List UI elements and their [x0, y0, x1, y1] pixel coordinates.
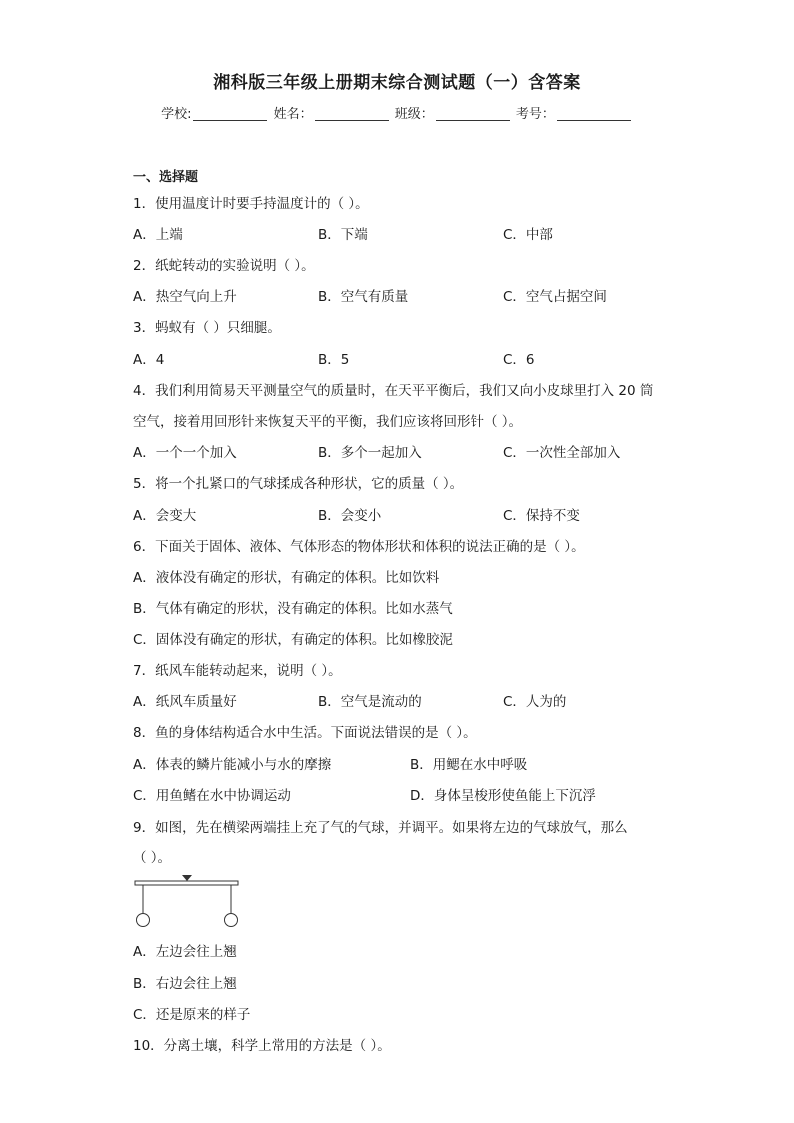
question-4-option-a[interactable]: A．一个一个加入: [133, 445, 237, 461]
question-8-option-a[interactable]: A．体表的鳞片能减小与水的摩擦: [133, 757, 332, 773]
question-2-option-a[interactable]: A．热空气向上升: [133, 289, 237, 305]
right-balloon: [225, 914, 238, 927]
question-10-stem: 10．分离土壤，科学上常用的方法是（ ）。: [133, 1038, 391, 1054]
question-8-option-d[interactable]: D．身体呈梭形使鱼能上下沉浮: [410, 788, 596, 804]
exam-number-label: 考号：: [515, 107, 555, 122]
question-9-stem: 9．如图，先在横梁两端挂上充了气的气球，并调平。如果将左边的气球放气，那么: [133, 820, 628, 836]
exam-number-blank[interactable]: [557, 106, 631, 121]
name-label: 姓名：: [273, 107, 313, 122]
question-6-option-b[interactable]: B．气体有确定的形状，没有确定的体积。比如水蒸气: [133, 601, 453, 617]
question-8-stem: 8．鱼的身体结构适合水中生活。下面说法错误的是（ ）。: [133, 725, 477, 741]
question-2-option-c[interactable]: C．空气占据空间: [503, 289, 607, 305]
question-7-option-a[interactable]: A．纸风车质量好: [133, 694, 237, 710]
name-blank[interactable]: [315, 106, 389, 121]
question-6-stem: 6．下面关于固体、液体、气体形态的物体形状和体积的说法正确的是（ ）。: [133, 539, 585, 555]
section-title: 一、选择题: [133, 170, 199, 185]
question-7-option-b[interactable]: B．空气是流动的: [318, 694, 422, 710]
question-4-option-b[interactable]: B．多个一起加入: [318, 445, 422, 461]
question-1-option-b[interactable]: B．下端: [318, 227, 368, 243]
question-3-option-a[interactable]: A．4: [133, 352, 165, 368]
class-blank[interactable]: [436, 106, 510, 121]
question-4-stem: 4．我们利用简易天平测量空气的质量时，在天平平衡后，我们又向小皮球里打入 20 筒: [133, 383, 654, 399]
balance-beam-figure: [133, 873, 243, 931]
question-8-option-c[interactable]: C．用鱼鳍在水中协调运动: [133, 788, 291, 804]
question-8-option-b[interactable]: B．用鳃在水中呼吸: [410, 757, 528, 773]
school-label: 学校:: [161, 107, 192, 122]
left-balloon: [137, 914, 150, 927]
student-info-line: [0, 103, 794, 122]
beam: [135, 881, 238, 885]
question-2-stem: 2．纸蛇转动的实验说明（ ）。: [133, 258, 315, 274]
question-5-option-c[interactable]: C．保持不变: [503, 508, 580, 524]
question-9-stem-continued: （ ）。: [133, 850, 172, 866]
question-9-option-c[interactable]: C．还是原来的样子: [133, 1007, 251, 1023]
question-5-option-a[interactable]: A．会变大: [133, 508, 197, 524]
question-1-option-a[interactable]: A．上端: [133, 227, 183, 243]
question-4-stem-continued: 空气，接着用回形针来恢复天平的平衡，我们应该将回形针（ ）。: [133, 414, 523, 430]
question-1-option-c[interactable]: C．中部: [503, 227, 553, 243]
question-5-option-b[interactable]: B．会变小: [318, 508, 382, 524]
pivot-marker: [182, 875, 192, 881]
question-9-option-a[interactable]: A．左边会往上翘: [133, 944, 237, 960]
question-5-stem: 5．将一个扎紧口的气球揉成各种形状，它的质量（ ）。: [133, 476, 464, 492]
page-title: 湘科版三年级上册期末综合测试题（一）含答案: [213, 73, 581, 93]
question-3-option-c[interactable]: C．6: [503, 352, 535, 368]
class-label: 班级：: [394, 107, 434, 122]
question-9-option-b[interactable]: B．右边会往上翘: [133, 976, 237, 992]
question-2-option-b[interactable]: B．空气有质量: [318, 289, 409, 305]
question-3-option-b[interactable]: B．5: [318, 352, 350, 368]
school-blank[interactable]: [193, 106, 267, 121]
question-1-stem: 1．使用温度计时要手持温度计的（ ）。: [133, 196, 369, 212]
question-3-stem: 3．蚂蚁有（ ）只细腿。: [133, 320, 281, 336]
question-4-option-c[interactable]: C．一次性全部加入: [503, 445, 621, 461]
question-6-option-c[interactable]: C．固体没有确定的形状，有确定的体积。比如橡胶泥: [133, 632, 453, 648]
question-7-stem: 7．纸风车能转动起来，说明（ ）。: [133, 663, 342, 679]
question-6-option-a[interactable]: A．液体没有确定的形状，有确定的体积。比如饮料: [133, 570, 440, 586]
question-7-option-c[interactable]: C．人为的: [503, 694, 567, 710]
